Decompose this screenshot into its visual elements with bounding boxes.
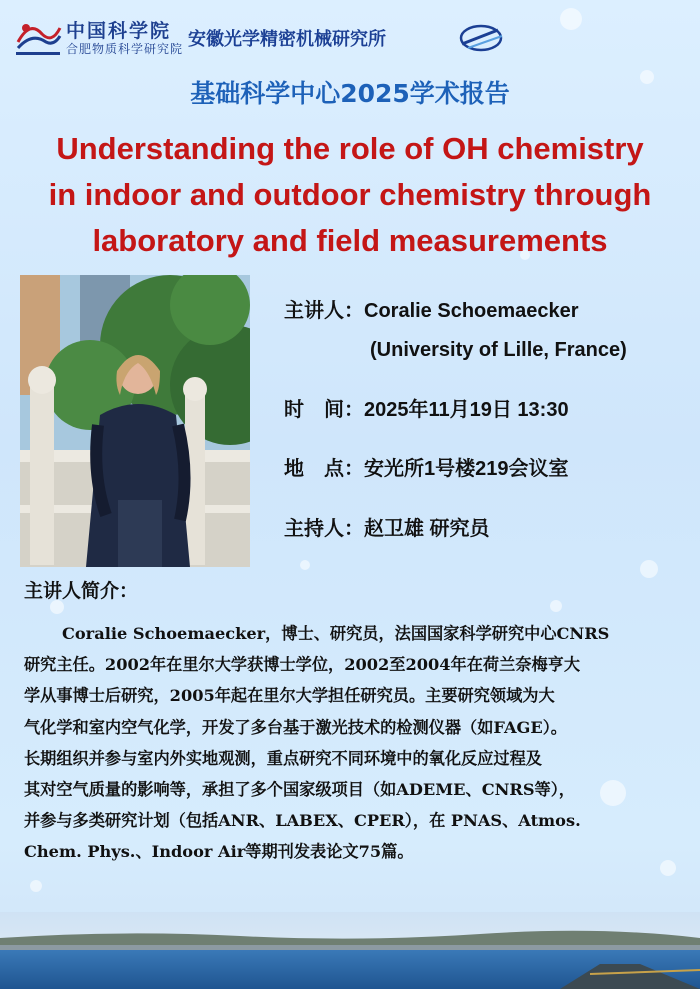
bio-line: 并参与多类研究计划（包括ANR、LABEX、CPER），在 PNAS、Atmos. — [24, 811, 581, 831]
bokeh-dot — [30, 880, 42, 892]
host-label: 主持人： — [284, 516, 364, 540]
bio-line: Chem. Phys.、Indoor Air等期刊发表论文75篇。 — [24, 842, 414, 862]
bio-heading: 主讲人简介： — [24, 580, 139, 602]
speaker-affiliation: (University of Lille, France) — [370, 339, 627, 361]
host-row — [284, 512, 490, 541]
place-value: 安光所1号楼219会议室 — [364, 458, 569, 480]
talk-title — [0, 126, 700, 264]
bio-line: 长期组织并参与室内外实地观测，重点研究不同环境中的氧化反应过程及 — [24, 748, 542, 768]
bokeh-dot — [560, 8, 582, 30]
bokeh-dot — [300, 560, 310, 570]
time-value: 2025年11月19日 13:30 — [364, 399, 569, 421]
cas-logo-icon — [12, 14, 64, 58]
host-value: 赵卫雄 研究员 — [364, 518, 490, 540]
hfips-name: 合肥物质科学研究院 — [66, 42, 184, 56]
footer-lake-photo — [0, 912, 700, 989]
bio-line: 其对空气质量的影响等，承担了多个国家级项目（如ADEME、CNRS等）， — [24, 780, 575, 800]
speaker-row — [284, 294, 579, 323]
time-label-b: 间： — [324, 397, 364, 421]
bio-line: 气化学和室内空气化学，开发了多台基于激光技术的检测仪器（如FAGE）。 — [24, 717, 567, 737]
speaker-name: Coralie Schoemaecker — [364, 300, 579, 322]
speaker-photo — [20, 275, 250, 567]
bio-line: 研究主任。2002年在里尔大学获博士学位，2002至2004年在荷兰奈梅亨大 — [24, 655, 581, 675]
institute-name: 安徽光学精密机械研究所 — [188, 29, 386, 50]
bio-text — [24, 618, 684, 868]
bio-line: Coralie Schoemaecker，博士、研究员，法国国家科学研究中心CNRS — [62, 624, 610, 643]
talk-title-line: laboratory and field measurements — [92, 223, 608, 258]
bokeh-dot — [550, 600, 562, 612]
talk-title-line: in indoor and outdoor chemistry through — [48, 177, 652, 212]
talk-title-line: Understanding the role of OH chemistry — [56, 131, 644, 166]
place-label-a: 地 — [284, 456, 324, 480]
bio-line: 学从事博士后研究，2005年起在里尔大学担任研究员。主要研究领域为大 — [24, 686, 555, 706]
cas-name: 中国科学院 — [66, 20, 172, 42]
time-label-a: 时 — [284, 397, 324, 421]
bokeh-dot — [640, 560, 658, 578]
speaker-affiliation-row — [370, 337, 627, 362]
time-row — [284, 393, 569, 422]
place-row — [284, 452, 569, 481]
header — [12, 14, 512, 60]
speaker-label: 主讲人： — [284, 298, 364, 322]
aiofm-logo-icon — [458, 22, 504, 54]
place-label-b: 点： — [324, 456, 364, 480]
center-title: 基础科学中心2025学术报告 — [190, 79, 510, 108]
